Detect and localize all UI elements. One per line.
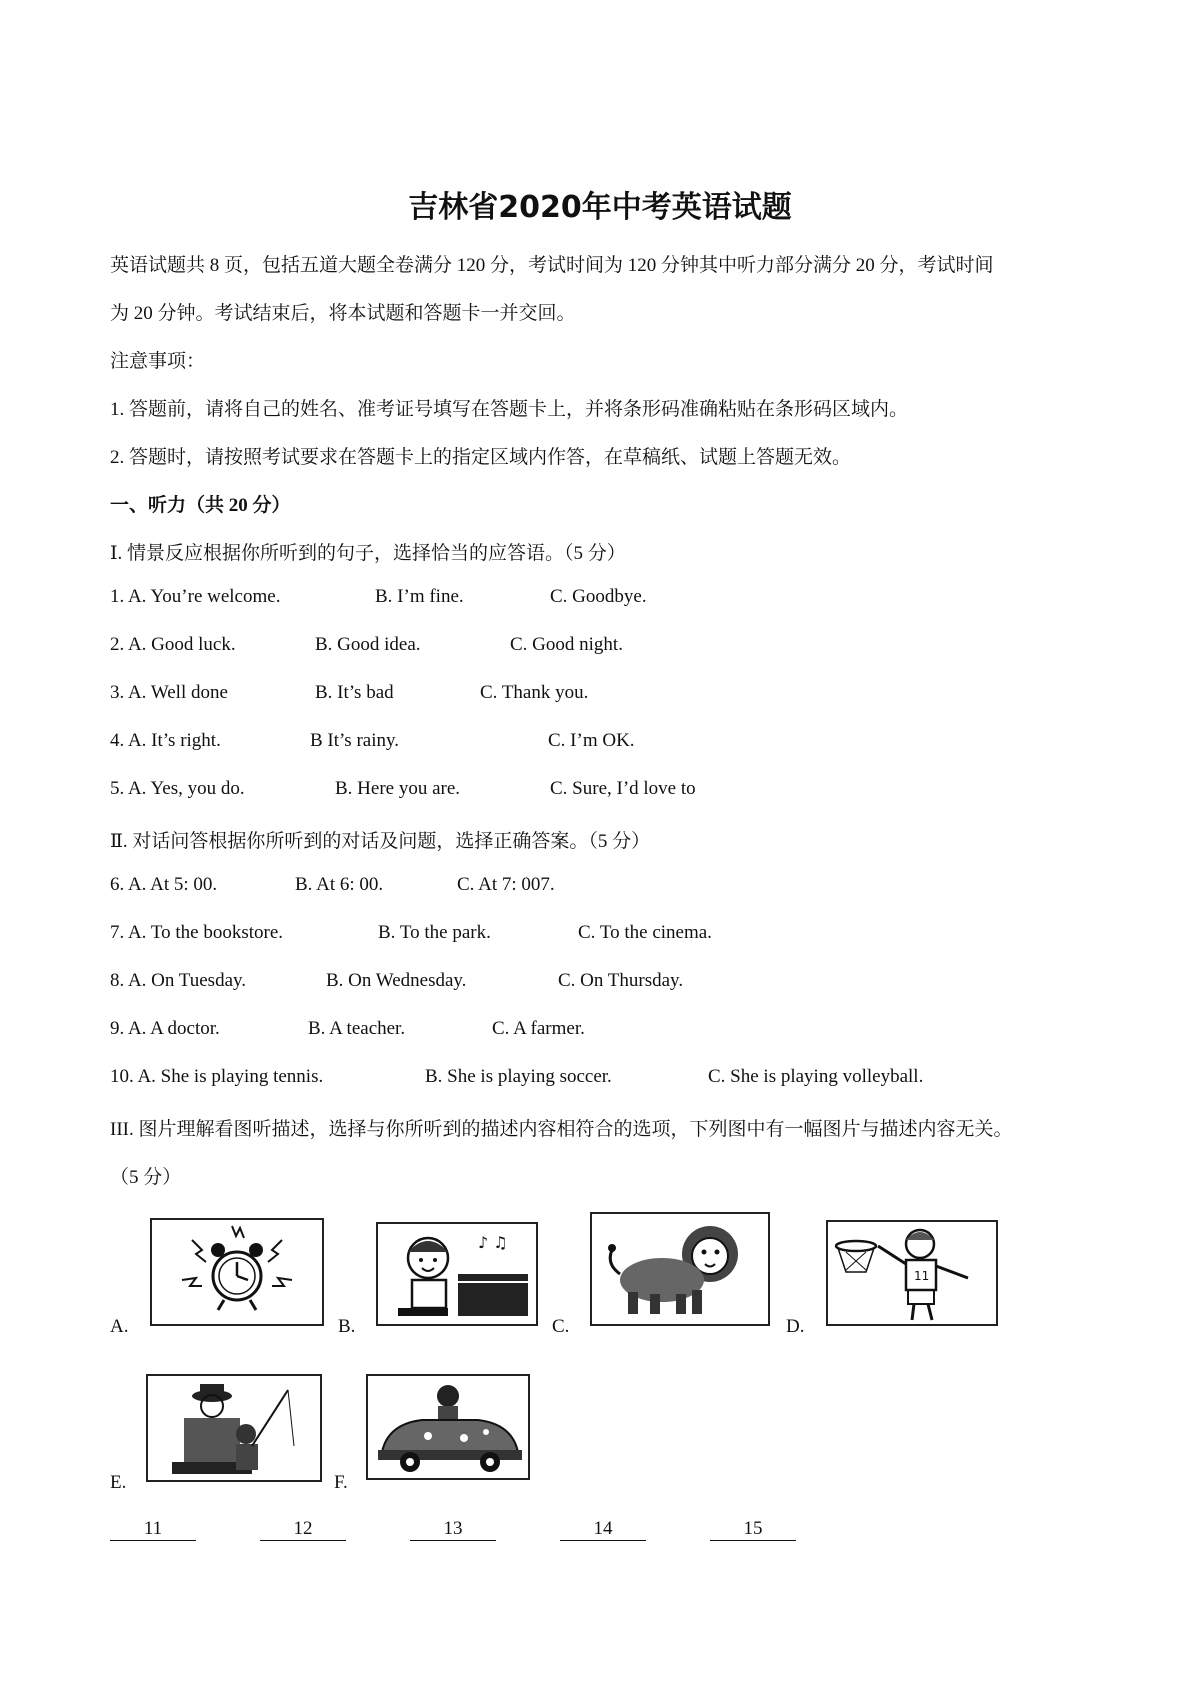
answer-blank-13[interactable]: 13 (410, 1518, 496, 1541)
picture-e (146, 1374, 322, 1482)
svg-text:11: 11 (914, 1269, 930, 1283)
option-b: B. It’s bad (315, 682, 394, 703)
piano-boy-icon (378, 1224, 536, 1324)
option-a: 9. A. A doctor. (110, 1018, 220, 1039)
intro-line-1: 英语试题共 8 页，包括五道大题全卷满分 120 分，考试时间为 120 分钟其中听力部分满分 20 分，考试时间 (110, 255, 994, 276)
question-row (110, 634, 1110, 660)
alarm-clock-icon (152, 1220, 322, 1324)
question-row (110, 874, 1110, 900)
picture-label-a: A. (110, 1316, 129, 1337)
option-a: 7. A. To the bookstore. (110, 922, 284, 943)
option-c: C. A farmer. (492, 1018, 585, 1039)
question-row (110, 922, 1110, 948)
option-c: C. Goodbye. (550, 586, 647, 607)
question-row (110, 730, 1110, 756)
lion-icon (592, 1214, 768, 1324)
answer-blank-11[interactable]: 11 (110, 1518, 196, 1541)
option-b: B. To the park. (378, 922, 491, 943)
option-a: 5. A. Yes, you do. (110, 778, 245, 799)
picture-d (826, 1220, 998, 1326)
option-c: C. Thank you. (480, 682, 589, 703)
question-row (110, 778, 1110, 804)
option-b: B. Good idea. (315, 634, 421, 655)
picture-c (590, 1212, 770, 1326)
notice-item-1: 1. 答题前，请将自己的姓名、准考证号填写在答题卡上，并将条形码准确粘贴在条形码区域内。 (110, 399, 909, 420)
part1-heading: Ⅰ. 情景反应根据你所听到的句子，选择恰当的应答语。（5 分） (110, 543, 626, 564)
part3-score: （5 分） (110, 1167, 182, 1188)
picture-f (366, 1374, 530, 1480)
option-a: 6. A. At 5: 00. (110, 874, 218, 895)
intro-line-2: 为 20 分钟。考试结束后，将本试题和答题卡一并交回。 (110, 303, 576, 324)
option-c: C. On Thursday. (558, 970, 684, 991)
option-a: 4. A. It’s right. (110, 730, 221, 751)
notice-heading: 注意事项： (110, 351, 206, 372)
option-b: B. A teacher. (308, 1018, 406, 1039)
part2-heading: Ⅱ. 对话问答根据你所听到的对话及问题，选择正确答案。（5 分） (110, 831, 651, 852)
question-row (110, 970, 1110, 996)
option-b: B It’s rainy. (310, 730, 400, 751)
svg-text:♪ ♫: ♪ ♫ (478, 1233, 508, 1252)
option-c: C. She is playing volleyball. (708, 1066, 924, 1087)
notice-item-2: 2. 答题时，请按照考试要求在答题卡上的指定区域内作答，在草稿纸、试题上答题无效。 (110, 447, 852, 468)
picture-label-f: F. (334, 1472, 348, 1493)
picture-label-e: E. (110, 1472, 127, 1493)
option-b: B. I’m fine. (375, 586, 464, 607)
fishing-icon (148, 1376, 320, 1480)
option-c: C. At 7: 007. (457, 874, 555, 895)
car-driver-icon (368, 1376, 528, 1478)
option-b: B. On Wednesday. (326, 970, 467, 991)
option-a: 3. A. Well done (110, 682, 228, 703)
question-row (110, 586, 1110, 612)
picture-label-b: B. (338, 1316, 356, 1337)
picture-label-d: D. (786, 1316, 805, 1337)
option-c: C. I’m OK. (548, 730, 635, 751)
section-heading-listening: 一、听力（共 20 分） (110, 495, 291, 516)
question-row (110, 1066, 1110, 1092)
question-row (110, 682, 1110, 708)
option-b: B. She is playing soccer. (425, 1066, 612, 1087)
option-a: 8. A. On Tuesday. (110, 970, 247, 991)
option-c: C. Sure, I’d love to (550, 778, 696, 799)
picture-b (376, 1222, 538, 1326)
option-a: 2. A. Good luck. (110, 634, 236, 655)
question-row (110, 1018, 1110, 1044)
option-b: B. At 6: 00. (295, 874, 384, 895)
part3-heading: III. 图片理解看图听描述，选择与你所听到的描述内容相符合的选项，下列图中有一幅图片与描述内容无关。 (110, 1119, 1013, 1140)
option-a: 10. A. She is playing tennis. (110, 1066, 324, 1087)
answer-blank-15[interactable]: 15 (710, 1518, 796, 1541)
answer-blank-12[interactable]: 12 (260, 1518, 346, 1541)
option-c: C. To the cinema. (578, 922, 712, 943)
answer-blank-14[interactable]: 14 (560, 1518, 646, 1541)
picture-a (150, 1218, 324, 1326)
basketball-player-icon (828, 1222, 996, 1324)
option-c: C. Good night. (510, 634, 623, 655)
page-title: 吉林省2020年中考英语试题 (408, 190, 792, 225)
option-b: B. Here you are. (335, 778, 461, 799)
option-a: 1. A. You’re welcome. (110, 586, 281, 607)
picture-label-c: C. (552, 1316, 570, 1337)
